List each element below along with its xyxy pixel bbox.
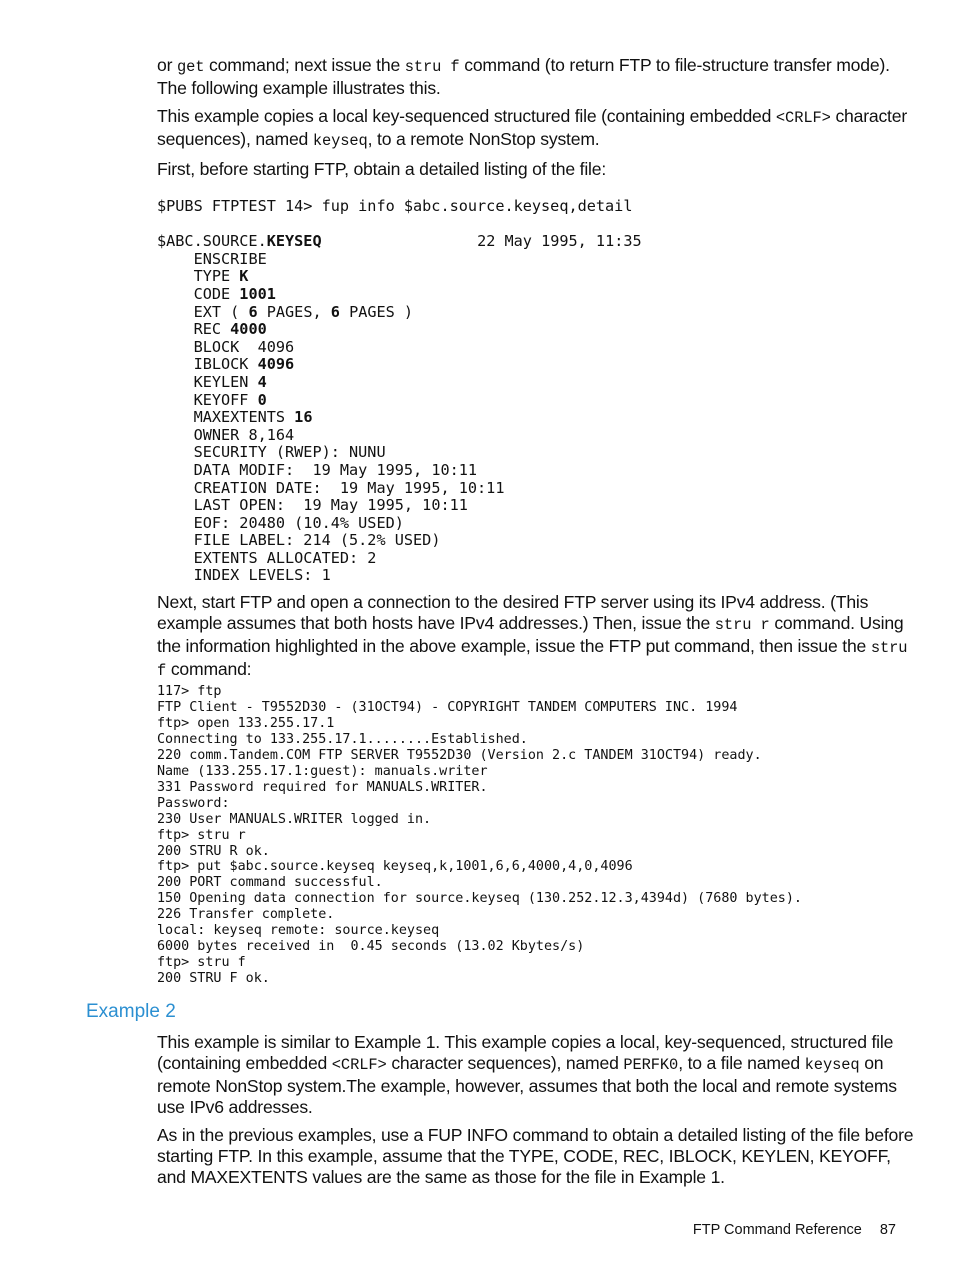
intro-paragraph-1: or get command; next issue the stru f command (to return FTP to file-structure transfer mode). The following example illustrates this.	[157, 55, 890, 98]
session-line: 200 PORT command successful.	[157, 875, 383, 891]
session-line: 117> ftp	[157, 684, 222, 699]
session-line: ftp> stru r	[157, 827, 246, 843]
session-line: ftp> stru f	[157, 955, 246, 971]
listing-row: CODE 1001	[193, 284, 276, 303]
listing-row: TYPE K	[193, 267, 249, 286]
ftp-session-code-block	[157, 684, 802, 987]
next-step-text	[157, 592, 917, 682]
listing-row: SECURITY (RWEP): NUNU	[193, 443, 386, 462]
session-line: 200 STRU F ok.	[157, 971, 270, 987]
listing-row: CREATION DATE: 19 May 1995, 10:11	[193, 478, 505, 497]
listing-row: LAST OPEN: 19 May 1995, 10:11	[193, 496, 468, 515]
listing-row: KEYOFF 0	[193, 390, 267, 409]
session-line: FTP Client - T9552D30 - (31OCT94) - COPYRIGHT TANDEM COMPUTERS INC. 1994	[157, 699, 738, 715]
listing-row: EXTENTS ALLOCATED: 2	[193, 548, 377, 567]
session-line: Name (133.255.17.1:guest): manuals.writer	[157, 763, 488, 779]
listing-row: DATA MODIF: 19 May 1995, 10:11	[193, 460, 478, 479]
session-line: 230 User MANUALS.WRITER logged in.	[157, 811, 432, 827]
session-line: 150 Opening data connection for source.keyseq (130.252.12.3,4394d) (7680 bytes).	[157, 891, 802, 907]
fup-command-line: $PUBS FTPTEST 14> fup info $abc.source.keyseq,detail	[157, 197, 633, 215]
listing-row: OWNER 8,164	[193, 425, 295, 444]
session-line: ftp> put $abc.source.keyseq keyseq,k,1001,6,6,4000,4,0,4096	[157, 859, 633, 875]
session-line: 331 Password required for MANUALS.WRITER.	[157, 779, 488, 795]
listing-row: EOF: 20480 (10.4% USED)	[193, 513, 404, 532]
listing-row: ENSCRIBE	[193, 249, 267, 268]
session-line: 220 comm.Tandem.COM FTP SERVER T9552D30 (Version 2.c TANDEM 31OCT94) ready.	[157, 747, 762, 763]
fup-listing-code-block	[157, 198, 642, 585]
session-line: Password:	[157, 795, 230, 811]
session-line: local: keyseq remote: source.keyseq	[157, 923, 440, 939]
session-line: Connecting to 133.255.17.1........Established.	[157, 731, 528, 747]
page-footer	[693, 1222, 896, 1238]
next-paragraph: Next, start FTP and open a connection to the desired FTP server using its IPv4 address. (This example assumes that both hosts have IPv4 addresses.) Then, issue the stru r command. Using the information highlighted in the above example, issue the FTP put command, then issue the stru f command:	[157, 592, 908, 680]
listing-row: EXT ( 6 PAGES, 6 PAGES )	[193, 302, 414, 321]
session-line: 200 STRU R ok.	[157, 843, 270, 859]
listing-row: MAXEXTENTS 16	[193, 408, 313, 427]
listing-row: KEYLEN 4	[193, 372, 267, 391]
example-2-paragraph-2: As in the previous examples, use a FUP INFO command to obtain a detailed listing of the file before starting FTP. In this example, assume that the TYPE, CODE, REC, IBLOCK, KEYLEN, KEYOFF, and MAXEXTENTS values are the same as those for the file in Example 1.	[157, 1125, 914, 1187]
session-line: 226 Transfer complete.	[157, 907, 335, 923]
footer-section-title: FTP Command Reference	[692, 1222, 862, 1238]
session-line: ftp> open 133.255.17.1	[157, 715, 335, 731]
listing-row: REC 4000	[193, 320, 267, 339]
listing-row: IBLOCK 4096	[193, 355, 295, 374]
example-2-text	[157, 1032, 917, 1188]
session-line: 6000 bytes received in 0.45 seconds (13.02 Kbytes/s)	[157, 939, 585, 955]
intro-paragraph-3: First, before starting FTP, obtain a detailed listing of the file:	[157, 159, 607, 179]
example-2-paragraph-1: This example is similar to Example 1. This example copies a local, key-sequenced, structured file (containing embedded <CRLF> character sequences), named PERFK0, to a file named keyseq on remote NonStop system.The example, however, assumes that both the local and remote systems use IPv6 addresses.	[157, 1032, 897, 1117]
page-number: 87	[879, 1222, 896, 1238]
file-header-line: $ABC.SOURCE.KEYSEQ 22 May 1995, 11:35	[157, 232, 642, 251]
listing-row: BLOCK 4096	[193, 337, 295, 356]
listing-row: FILE LABEL: 214 (5.2% USED)	[193, 531, 441, 550]
intro-text	[157, 55, 917, 180]
example-2-heading: Example 2	[86, 1001, 176, 1022]
intro-paragraph-2: This example copies a local key-sequenced structured file (containing embedded <CRLF> character sequences), named keyseq, to a remote NonStop system.	[157, 106, 907, 150]
listing-row: INDEX LEVELS: 1	[193, 566, 331, 585]
